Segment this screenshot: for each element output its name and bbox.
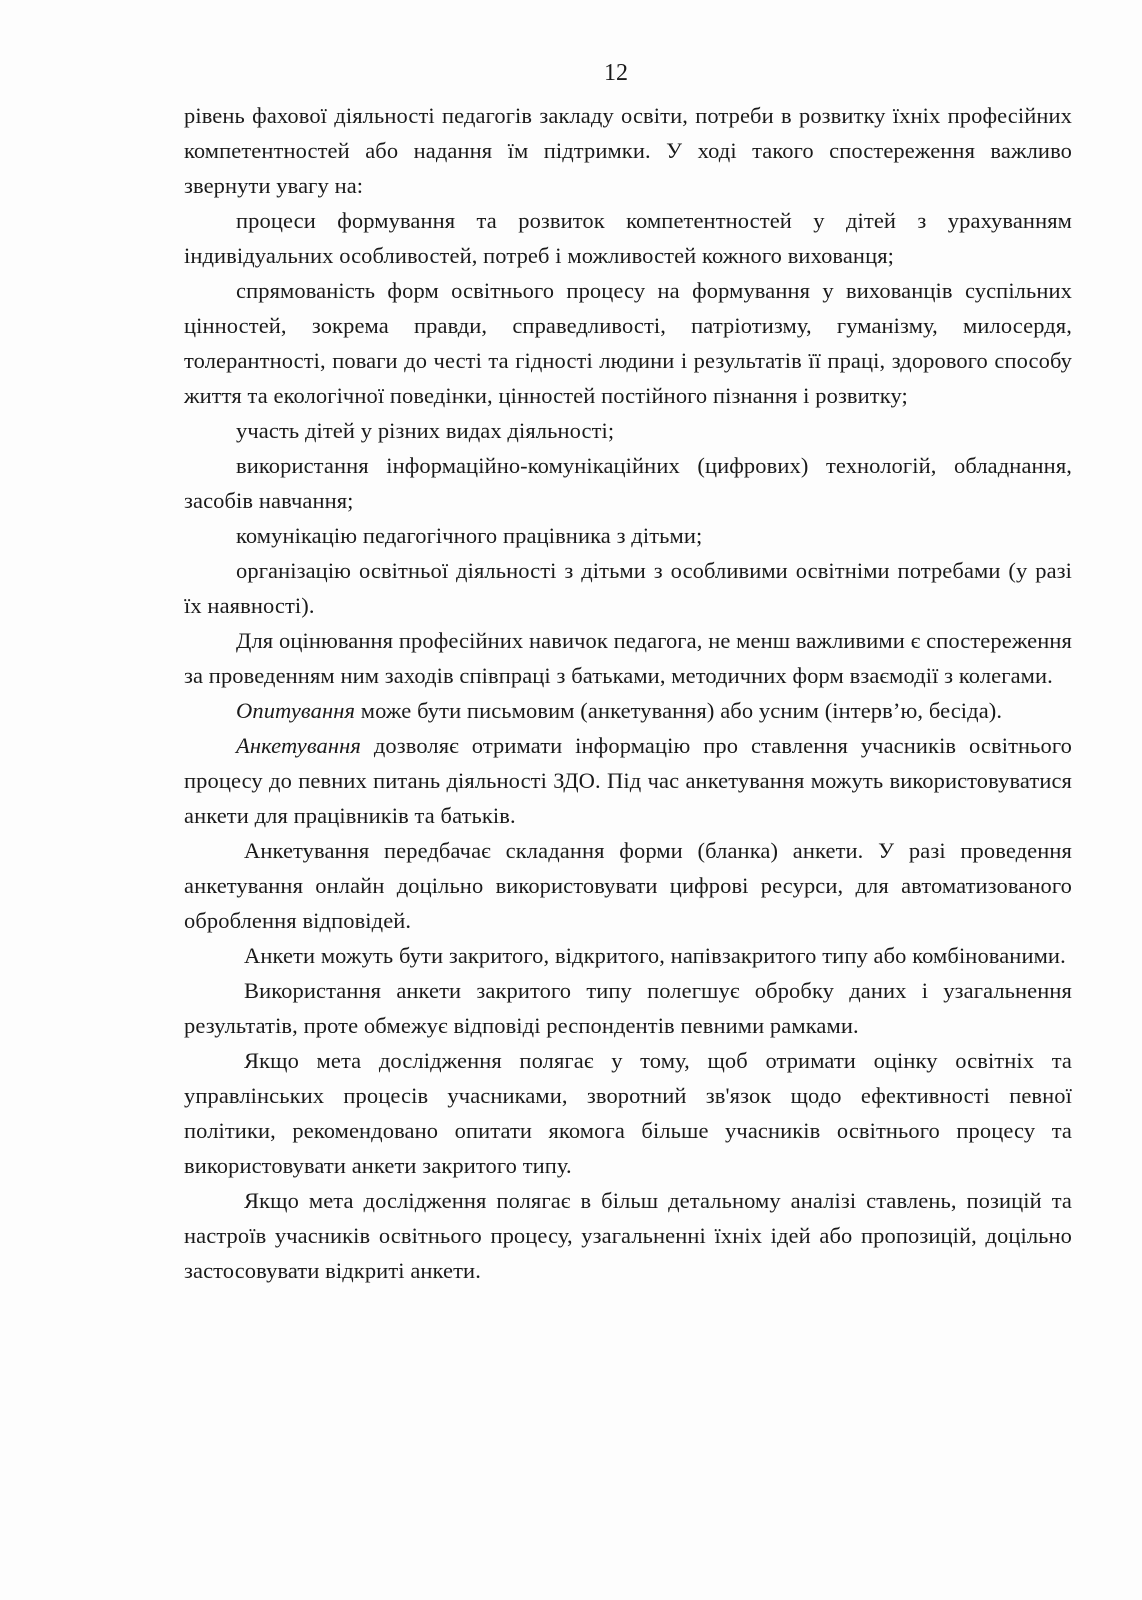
paragraph: використання інформаційно-комунікаційних (цифрових) технологій, обладнання, засобів навчання; [184, 453, 1072, 513]
paragraph: процеси формування та розвиток компетентностей у дітей з урахуванням індивідуальних особливостей, потреб і можливостей кожного вихованця; [184, 208, 1072, 268]
paragraph: рівень фахової діяльності педагогів закладу освіти, потреби в розвитку їхніх професійних компетентностей або надання їм підтримки. У ході такого спостереження важливо звернути увагу на: [184, 103, 1072, 198]
paragraph: участь дітей у різних видах діяльності; [236, 418, 615, 443]
paragraph: Якщо мета дослідження полягає в більш детальному аналізі ставлень, позицій та настроїв учасників освітнього процесу, узагальненні їхніх ідей або пропозицій, доцільно застосовувати відкриті анкети. [184, 1188, 1072, 1283]
paragraph: Анкетування передбачає складання форми (бланка) анкети. У разі проведення анкетування онлайн доцільно використовувати цифрові ресурси, для автоматизованого оброблення відповідей. [184, 838, 1072, 933]
paragraph: Якщо мета дослідження полягає у тому, щоб отримати оцінку освітніх та управлінських процесів учасниками, зворотний зв'язок щодо ефективності певної політики, рекомендовано опитати якомога більше учасників освітнього процесу та використовувати анкети закритого типу. [184, 1048, 1072, 1178]
paragraph [184, 693, 1072, 728]
paragraph: Для оцінювання професійних навичок педагога, не менш важливими є спостереження за проведенням ним заходів співпраці з батьками, методичних форм взаємодії з колегами. [184, 628, 1072, 688]
paragraph: організацію освітньої діяльності з дітьми з особливими освітніми потребами (у разі їх наявності). [184, 558, 1072, 618]
paragraph-text: дозволяє отримати інформацію про ставлення учасників освітнього процесу до певних питань діяльності ЗДО. Під час анкетування можуть використовуватися анкети для працівників та батьків. [184, 733, 1072, 828]
italic-term: Опитування [236, 698, 356, 723]
paragraph: спрямованість форм освітнього процесу на формування у вихованців суспільних цінностей, зокрема правди, справедливості, патріотизму, гуманізму, милосердя, толерантності, поваги до честі та гідності людини і результатів її праці, здорового способу життя та екологічної поведінки, цінностей постійного пізнання і розвитку; [184, 278, 1072, 408]
italic-term: Анкетування [236, 733, 361, 758]
page-number: 12 [604, 60, 628, 86]
paragraph: Використання анкети закритого типу полегшує обробку даних і узагальнення результатів, проте обмежує відповіді респондентів певними рамками. [184, 978, 1072, 1038]
page-body [184, 98, 1072, 1288]
paragraph: комунікацію педагогічного працівника з дітьми; [236, 523, 703, 548]
paragraph: Анкети можуть бути закритого, відкритого, напівзакритого типу або комбінованими. [244, 943, 1066, 968]
paragraph [184, 728, 1072, 833]
paragraph-text: може бути письмовим (анкетування) або усним (інтерв’ю, бесіда). [355, 698, 1003, 723]
